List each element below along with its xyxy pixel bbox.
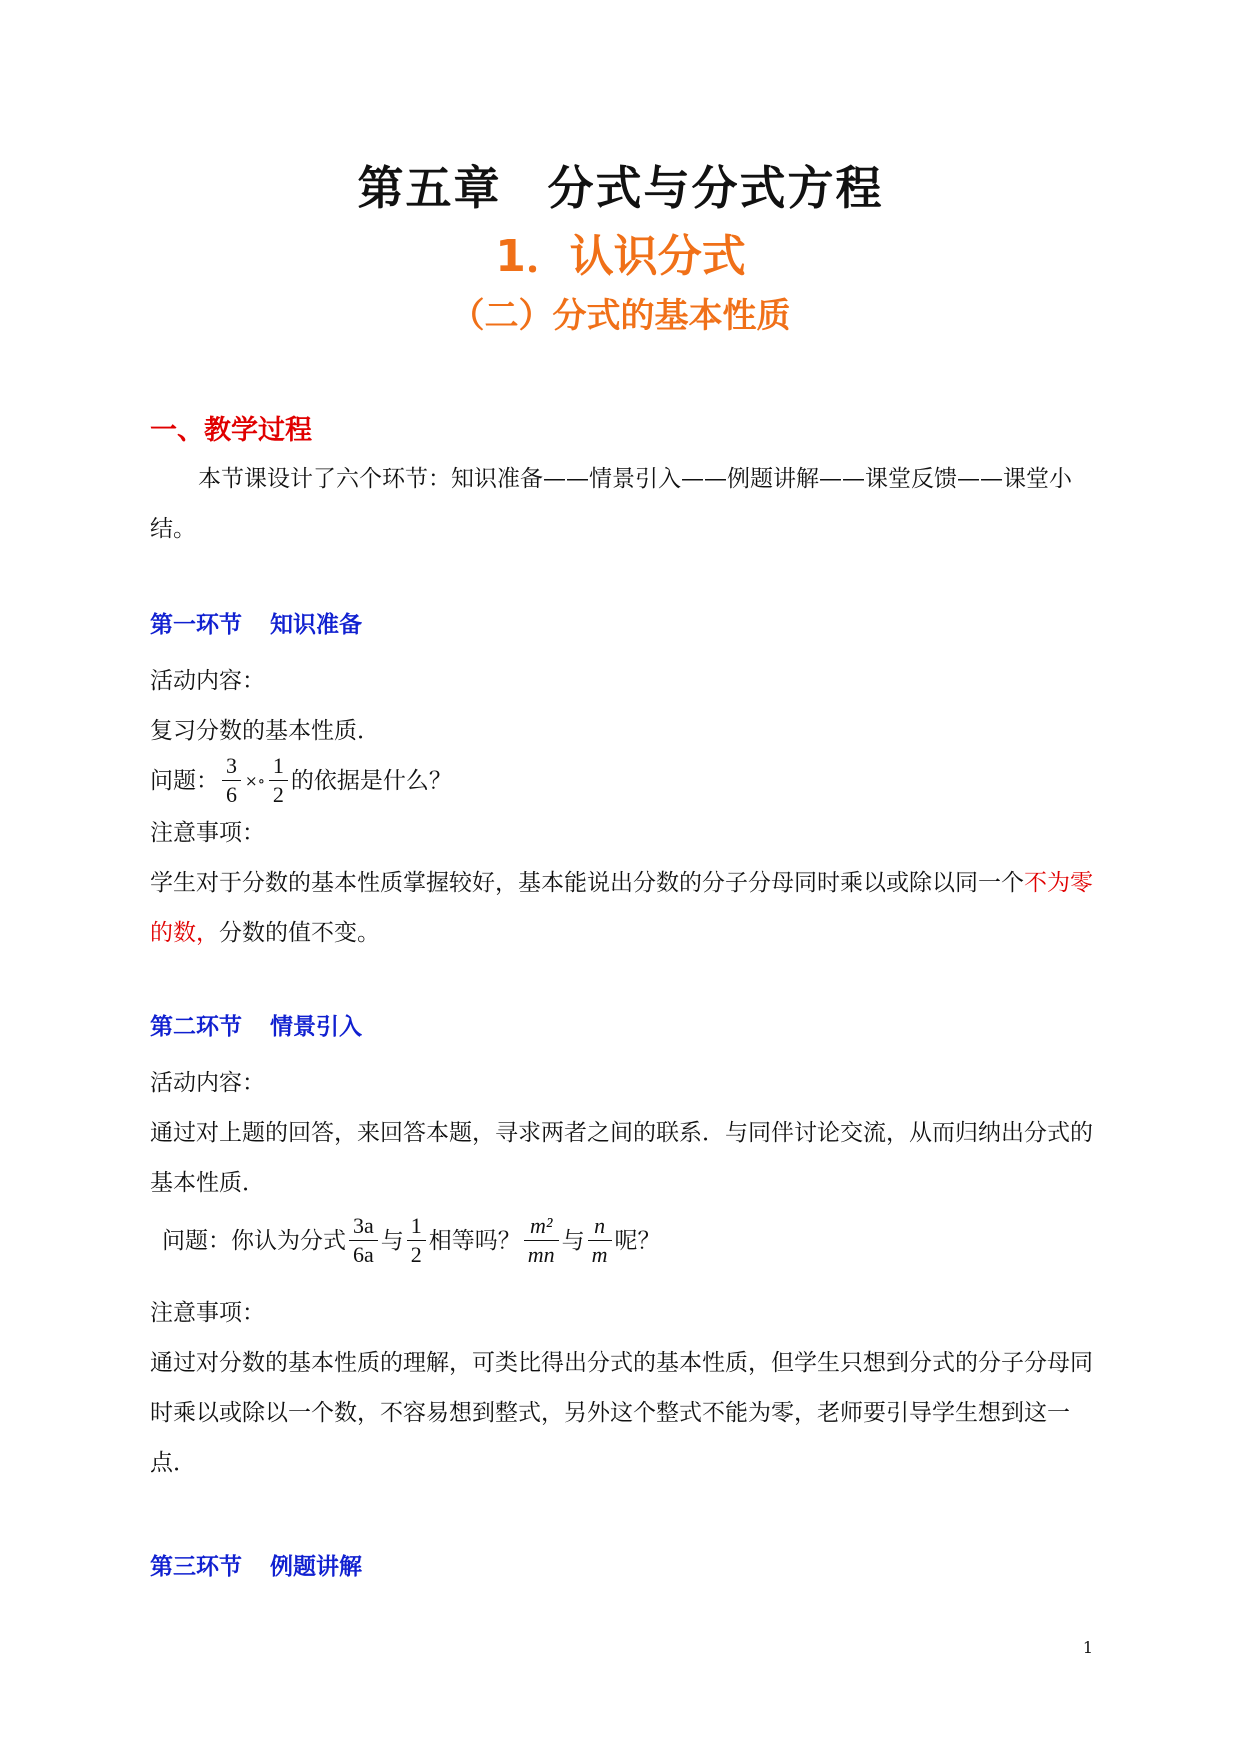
fraction-3-6: $\frac{3}{6}$ [222, 752, 241, 809]
stage2-activity-label: 活动内容： [150, 1070, 265, 1096]
stage1-heading [150, 606, 362, 639]
stage1-question [150, 752, 452, 809]
stage1-activity-text: 复习分数的基本性质． [150, 718, 380, 744]
stage2-name: 情景引入 [270, 1014, 362, 1040]
stage1-question-prefix: 问题： [150, 767, 219, 794]
intro-paragraph: 本节课设计了六个环节：知识准备——情景引入——例题讲解——课堂反馈——课堂小结。 [150, 466, 1072, 542]
stage2-heading [150, 1008, 362, 1041]
stage2-activity-text: 通过对上题的回答，来回答本题，寻求两者之间的联系．与同伴讨论交流，从而归纳出分式的基本性质． [150, 1120, 1093, 1196]
sub-lesson-title: （二）分式的基本性质 [450, 296, 791, 336]
stage3-name: 例题讲解 [270, 1554, 362, 1580]
fraction-m2-mn: $\frac{\text{m²}}{mn}$ [524, 1212, 559, 1269]
stage3-number: 第三环节 [150, 1554, 242, 1580]
stage2-question-prefix: 问题：你认为分式 [162, 1227, 346, 1254]
stage2-question: 问题：你认为分式 $\frac{3a}{6a}$ 与 $\frac{1}{2}$ 相等吗？ $\frac{\text{m²}}{mn}$ 与 $\frac{n}{m}$ 呢？ [162, 1213, 661, 1267]
stage2-note-label: 注意事项： [150, 1300, 265, 1326]
equality-symbol: ×∘ [245, 771, 265, 790]
stage2-note-text: 通过对分数的基本性质的理解，可类比得出分式的基本性质，但学生只想到分式的分子分母同时乘以或除以一个数，不容易想到整式，另外这个整式不能为零，老师要引导学生想到这一点． [150, 1350, 1093, 1476]
stage1-note-text: 学生对于分数的基本性质掌握较好，基本能说出分数的分子分母同时乘以或除以同一个不为零的数，分数的值不变。 [150, 870, 1093, 946]
stage2-number: 第二环节 [150, 1014, 242, 1040]
fraction-3a-6a: $\frac{3a}{6a}$ [349, 1212, 378, 1269]
fraction-1-2: $\frac{1}{2}$ [269, 752, 288, 809]
fraction-n-m: $\frac{n}{m}$ [588, 1212, 612, 1269]
stage1-activity-label: 活动内容： [150, 668, 265, 694]
chapter-name: 分式与分式方程 [547, 161, 884, 215]
stage1-number: 第一环节 [150, 612, 242, 638]
lesson-title: 1．认识分式 [495, 231, 746, 282]
page-number: 1 [1082, 1638, 1093, 1657]
chapter-title [0, 152, 1241, 218]
stage1-note-label: 注意事项： [150, 820, 265, 846]
stage1-question-suffix: 的依据是什么？ [290, 767, 452, 794]
chapter-number: 第五章 [357, 161, 502, 215]
stage3-heading [150, 1548, 362, 1581]
fraction-1-2-b: $\frac{1}{2}$ [407, 1212, 426, 1269]
highlight-nonzero: 不为零的数， [150, 870, 1093, 946]
section-heading-teaching-process: 一、教学过程 [150, 415, 312, 446]
stage1-name: 知识准备 [270, 612, 362, 638]
